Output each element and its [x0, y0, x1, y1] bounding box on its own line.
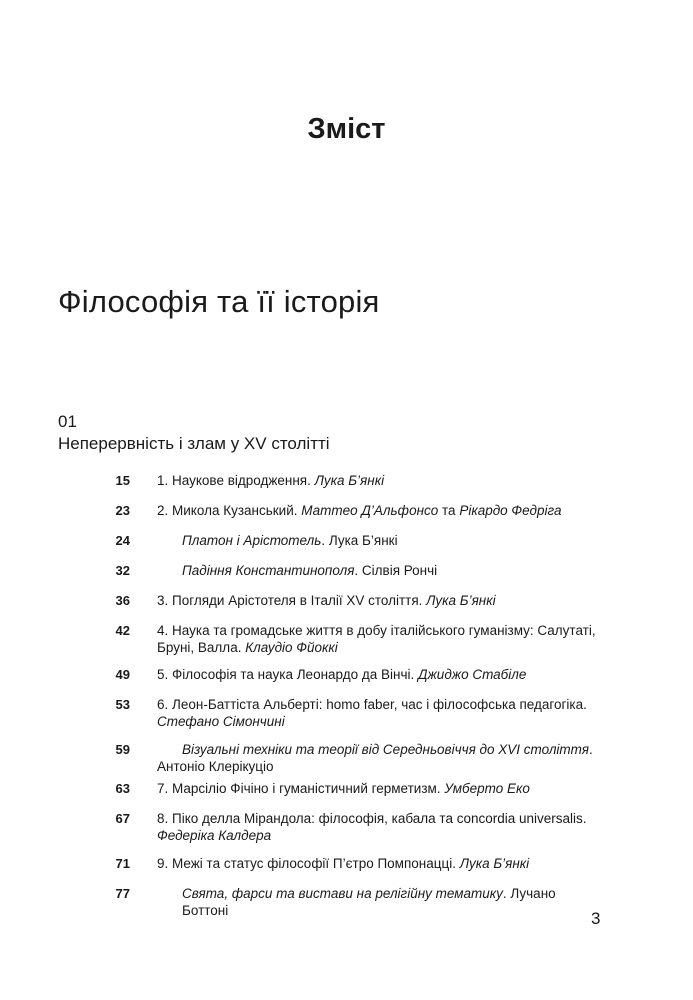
toc-author: Рікардо Федріга	[459, 503, 562, 518]
toc-entry-text: 2. Микола Кузанський. Маттео Д’Альфонсо та Рікардо Федріга	[157, 503, 562, 518]
toc-page-number: 77	[115, 886, 130, 901]
toc-author: Лука Б’янкі	[426, 593, 496, 608]
toc-author: Стефано Сімончині	[157, 714, 285, 729]
toc-author: Лука Б’янкі	[314, 473, 385, 488]
chapter-number: 01	[58, 412, 77, 431]
toc-page-number: 63	[115, 781, 130, 796]
toc-page-number: 23	[115, 503, 130, 518]
toc-entry-text: 8. Піко делла Мірандола: філософія, кабала та concordia universalis. Федеріка Калдера	[157, 811, 587, 843]
toc-entry-text: 9. Межі та статус філософії П’єтро Помпонацці. Лука Б’янкі	[157, 856, 530, 871]
toc-author: Умберто Еко	[444, 781, 530, 796]
toc-entry-text: 3. Погляди Арістотеля в Італії XV століття. Лука Б’янкі	[157, 593, 496, 608]
page-title: Зміст	[307, 113, 386, 145]
toc-work-title: Платон і Арістотель	[182, 533, 322, 548]
toc-entry-text: 7. Марсіліо Фічіно і гуманістичний герметизм. Умберто Еко	[157, 781, 530, 796]
toc-entry-text: Свята, фарси та вистави на релігійну тематику. Лучано Боттоні	[182, 886, 556, 918]
toc-page-number: 67	[115, 811, 130, 826]
toc-author: Маттео Д’Альфонсо	[301, 503, 439, 518]
part-title: Філософія та її історія	[58, 284, 380, 319]
toc-page-number: 53	[115, 697, 130, 712]
toc-entry-text: 4. Наука та громадське життя в добу італійського гуманізму: Салутаті, Бруні, Валла. Клаудіо Фйоккі	[157, 623, 596, 655]
toc-entry-text: Візуальні техніки та теорії від Середньовіччя до XVI століття. Антоніо Клерікуціо	[157, 742, 593, 774]
toc-page-number: 32	[115, 563, 130, 578]
toc-page-number: 42	[115, 623, 130, 638]
chapter-title: Неперервність і злам у XV столітті	[58, 434, 330, 453]
toc-entry-text: 1. Наукове відродження. Лука Б’янкі	[157, 473, 385, 488]
toc-page-number: 71	[115, 856, 130, 871]
toc-entry-text: 6. Леон-Баттіста Альберті: homo faber, час і філософська педагогіка. Стефано Сімончині	[157, 697, 587, 729]
toc-entry-text: 5. Філософія та наука Леонардо да Вінчі. Джиджо Стабіле	[157, 667, 527, 682]
toc-author: Лука Б’янкі	[459, 856, 530, 871]
toc-work-title: Падіння Константинополя	[182, 563, 355, 578]
page-number: 3	[591, 909, 601, 928]
toc-entry-text: Падіння Константинополя. Сілвія Рончі	[182, 563, 438, 578]
toc-entry-text: Платон і Арістотель. Лука Б’янкі	[182, 533, 398, 548]
toc-page-number: 59	[115, 742, 130, 757]
toc-page-number: 36	[115, 593, 130, 608]
toc-work-title: Свята, фарси та вистави на релігійну тематику	[182, 886, 503, 901]
toc-page-number: 24	[115, 533, 130, 548]
toc-author: Клаудіо Фйоккі	[245, 640, 338, 655]
toc-author: Федеріка Калдера	[157, 828, 272, 843]
toc-page-number: 15	[115, 473, 130, 488]
toc-author: Джиджо Стабіле	[418, 667, 527, 682]
toc-work-title: Візуальні техніки та теорії від Середньовіччя до XVI століття	[182, 742, 589, 757]
toc-page-number: 49	[115, 667, 130, 682]
